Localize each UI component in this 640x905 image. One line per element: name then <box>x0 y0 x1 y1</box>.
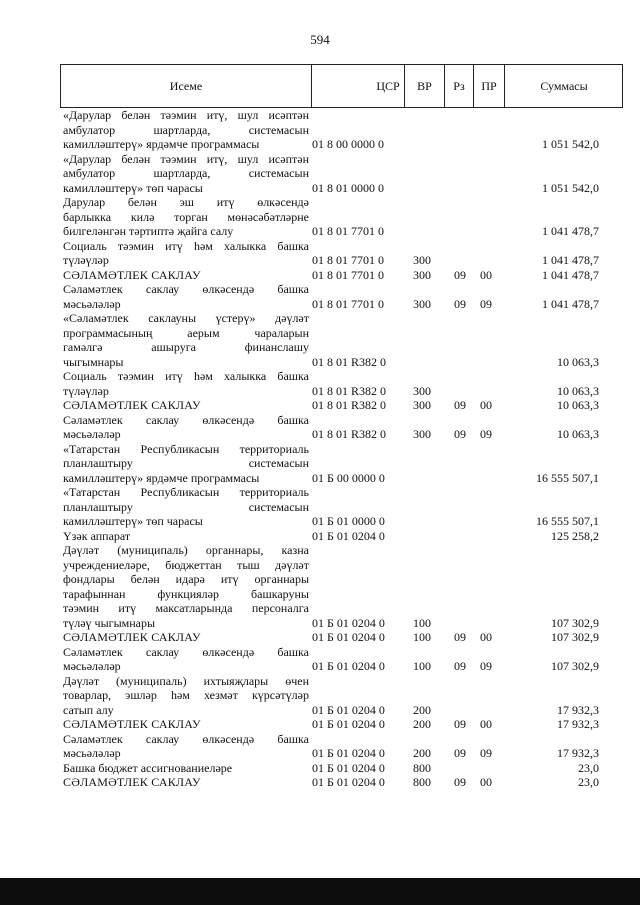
table-row <box>60 674 623 718</box>
table-row <box>60 108 623 152</box>
row-name-line: гамәлгә ашыруга финанслашу <box>63 340 309 354</box>
table-row <box>60 775 623 790</box>
row-csr: 01 Б 01 0204 0 <box>312 615 385 630</box>
row-name-line: планлаштыру системасын <box>63 499 309 514</box>
table-row <box>60 630 623 645</box>
row-rz: 09 <box>454 296 466 311</box>
row-name <box>63 282 309 311</box>
scan-edge-bar <box>0 878 640 905</box>
row-name-line: амбулатор шартларда, системасын <box>63 122 309 137</box>
row-csr: 01 8 01 R382 0 <box>312 398 387 412</box>
row-name <box>63 108 309 152</box>
row-sum: 10 063,3 <box>557 383 599 398</box>
row-rz: 09 <box>454 746 466 760</box>
row-rz: 09 <box>454 398 466 412</box>
row-vr: 200 <box>413 746 431 760</box>
row-name-line: «Дарулар белән тәэмин итү, шул исәптән <box>63 108 309 122</box>
row-vr: 200 <box>413 702 431 717</box>
row-csr: 01 Б 01 0204 0 <box>312 775 385 789</box>
row-name-line: Сәламәтлек саклау өлкәсендә башка <box>63 644 309 659</box>
row-name-line: мәсьәләләр <box>63 427 121 441</box>
row-csr: 01 Б 01 0204 0 <box>312 746 385 760</box>
row-name-line: СӘЛАМӘТЛЕК САКЛАУ <box>63 775 201 789</box>
row-name <box>63 761 309 776</box>
row-name-line: Үзәк аппарат <box>63 528 131 543</box>
row-csr: 01 8 01 7701 0 <box>312 253 384 267</box>
table-row <box>60 529 623 544</box>
row-sum: 107 302,9 <box>551 630 599 644</box>
row-csr: 01 Б 01 0204 0 <box>312 630 385 644</box>
row-name-line: Социаль тәэмин итү һәм халыкка башка <box>63 238 309 253</box>
row-vr: 300 <box>413 296 431 311</box>
row-name-line: чыгымнары <box>63 354 124 369</box>
row-rz: 09 <box>454 659 466 673</box>
table-row <box>60 413 623 442</box>
row-csr: 01 Б 01 0000 0 <box>312 514 385 528</box>
header-rz: Рз <box>453 79 465 93</box>
header-csr: ЦСР <box>376 79 400 93</box>
row-csr: 01 8 01 7701 0 <box>312 224 384 238</box>
row-name-line: «Дарулар белән тәэмин итү, шул исәптән <box>63 151 309 166</box>
row-sum: 16 555 507,1 <box>536 514 599 528</box>
row-name <box>63 485 309 529</box>
row-name-line: «Татарстан Республикасын территориаль <box>63 485 309 499</box>
row-name-line: түләүләр <box>63 383 109 398</box>
row-sum: 17 932,3 <box>557 746 599 760</box>
row-sum: 23,0 <box>578 775 599 789</box>
row-csr: 01 Б 01 0204 0 <box>312 659 385 673</box>
row-csr: 01 Б 01 0204 0 <box>312 528 385 543</box>
row-vr: 300 <box>413 383 431 398</box>
row-name-line: барлыкка килә торган мөнәсәбәтләрне <box>63 209 309 224</box>
row-name-line: Дарулар белән эш итү өлкәсендә <box>63 195 309 209</box>
row-name-line: Сәламәтлек саклау өлкәсендә башка <box>63 412 309 427</box>
row-name <box>63 442 309 486</box>
row-csr: 01 8 01 R382 0 <box>312 354 387 369</box>
row-name-line: Дәүләт (муниципаль) ихтыяҗлары өчен <box>63 673 309 688</box>
header-pr: ПР <box>481 79 497 93</box>
row-name-line: амбулатор шартларда, системасын <box>63 166 309 180</box>
row-name <box>63 239 309 268</box>
row-sum: 125 258,2 <box>551 528 599 543</box>
table-row <box>60 543 623 630</box>
row-rz: 09 <box>454 630 466 644</box>
row-sum: 1 041 478,7 <box>542 267 599 282</box>
row-name-line: «Татарстан Республикасын территориаль <box>63 441 309 456</box>
row-csr: 01 8 01 7701 0 <box>312 267 384 282</box>
row-name-line: сатып алу <box>63 702 114 717</box>
row-vr: 100 <box>413 659 431 673</box>
row-name <box>63 732 309 761</box>
row-name-line: камилләштерү» ярдәмче программасы <box>63 137 260 151</box>
row-sum: 10 063,3 <box>557 398 599 412</box>
row-csr: 01 Б 01 0204 0 <box>312 717 385 731</box>
row-csr: 01 8 01 7701 0 <box>312 296 384 311</box>
table-row <box>60 717 623 732</box>
row-name <box>63 630 309 645</box>
row-pr: 09 <box>480 427 492 441</box>
row-name-line: мәсьәләләр <box>63 659 121 673</box>
row-name-line: Дәүләт (муниципаль) органнары, казна <box>63 543 309 557</box>
row-name <box>63 775 309 790</box>
row-name-line: СӘЛАМӘТЛЕК САКЛАУ <box>63 717 201 731</box>
row-vr: 300 <box>413 253 431 267</box>
row-pr: 00 <box>480 267 492 282</box>
row-pr: 00 <box>480 630 492 644</box>
row-name-line: түләүләр <box>63 253 109 267</box>
page-number: 594 <box>310 32 330 47</box>
row-name-line: «Сәламәтлек саклауны үстерү» дәүләт <box>63 311 309 325</box>
row-sum: 1 041 478,7 <box>542 253 599 267</box>
row-sum: 23,0 <box>578 760 599 775</box>
table-header <box>60 64 623 108</box>
row-pr: 09 <box>480 296 492 311</box>
row-sum: 1 051 542,0 <box>542 180 599 195</box>
row-vr: 300 <box>413 427 431 441</box>
row-name-line: СӘЛАМӘТЛЕК САКЛАУ <box>63 267 201 282</box>
table-body <box>60 108 623 790</box>
table-row <box>60 761 623 776</box>
row-name-line: Социаль тәэмин итү һәм халыкка башка <box>63 369 309 383</box>
row-vr: 200 <box>413 717 431 731</box>
row-rz: 09 <box>454 717 466 731</box>
row-sum: 17 932,3 <box>557 717 599 731</box>
table-row <box>60 442 623 486</box>
row-sum: 107 302,9 <box>551 659 599 673</box>
row-rz: 09 <box>454 267 466 282</box>
row-pr: 09 <box>480 659 492 673</box>
row-name-line: камилләштерү» төп чарасы <box>63 514 203 528</box>
row-vr: 800 <box>413 775 431 789</box>
table-row <box>60 485 623 529</box>
row-sum: 1 051 542,0 <box>542 137 599 151</box>
table-row <box>60 732 623 761</box>
table-row <box>60 239 623 268</box>
row-sum: 10 063,3 <box>557 354 599 369</box>
table-row <box>60 268 623 283</box>
row-vr: 300 <box>413 398 431 412</box>
row-name <box>63 645 309 674</box>
table-row <box>60 369 623 398</box>
row-pr: 00 <box>480 775 492 789</box>
row-name <box>63 674 309 718</box>
row-rz: 09 <box>454 775 466 789</box>
row-name <box>63 195 309 239</box>
row-name-line: фондлары белән идарә итү органнары <box>63 572 309 586</box>
header-sum: Суммасы <box>540 79 588 93</box>
table-row <box>60 645 623 674</box>
row-name-line: мәсьәләләр <box>63 746 121 760</box>
row-name-line: учреждениеләре, бюджеттан тыш дәүләт <box>63 557 309 572</box>
row-sum: 16 555 507,1 <box>536 470 599 485</box>
row-sum: 107 302,9 <box>551 615 599 630</box>
row-name-line: товарлар, эшләр һәм хезмәт күрсәтүләр <box>63 688 309 702</box>
row-name <box>63 398 309 413</box>
row-sum: 17 932,3 <box>557 702 599 717</box>
row-vr: 100 <box>413 630 431 644</box>
row-name <box>63 152 309 196</box>
row-name-line: камилләштерү» ярдәмче программасы <box>63 470 260 485</box>
row-sum: 1 041 478,7 <box>542 296 599 311</box>
header-vr: ВР <box>417 79 432 93</box>
row-pr: 00 <box>480 717 492 731</box>
table-row <box>60 398 623 413</box>
row-csr: 01 8 00 0000 0 <box>312 137 384 151</box>
row-vr: 100 <box>413 615 431 630</box>
row-name <box>63 369 309 398</box>
row-name <box>63 413 309 442</box>
row-name-line: билгеләнгән тәртиптә җайга салу <box>63 224 234 238</box>
table-row <box>60 195 623 239</box>
table-row <box>60 311 623 369</box>
row-pr: 09 <box>480 746 492 760</box>
row-csr: 01 Б 00 0000 0 <box>312 470 385 485</box>
row-name <box>63 311 309 369</box>
header-name: Исеме <box>169 79 203 93</box>
row-name-line: камилләштерү» төп чарасы <box>63 180 203 195</box>
row-name-line: тәэмин итү максатларында персоналга <box>63 601 309 615</box>
table-row <box>60 282 623 311</box>
row-name-line: түләү чыгымнары <box>63 615 156 630</box>
row-name-line: Сәламәтлек саклау өлкәсендә башка <box>63 282 309 296</box>
row-name-line: тарафыннан функцияләр башкаруны <box>63 586 309 601</box>
row-rz: 09 <box>454 427 466 441</box>
row-csr: 01 8 01 R382 0 <box>312 427 387 441</box>
row-name <box>63 268 309 283</box>
row-name <box>63 717 309 732</box>
row-csr: 01 Б 01 0204 0 <box>312 702 385 717</box>
row-name-line: программасының аерым чараларын <box>63 325 309 340</box>
row-name-line: планлаштыру системасын <box>63 456 309 470</box>
row-csr: 01 Б 01 0204 0 <box>312 760 385 775</box>
row-name <box>63 529 309 544</box>
row-name-line: Сәламәтлек саклау өлкәсендә башка <box>63 731 309 746</box>
row-name <box>63 543 309 630</box>
row-vr: 300 <box>413 267 431 282</box>
row-name-line: мәсьәләләр <box>63 296 121 311</box>
row-csr: 01 8 01 R382 0 <box>312 383 387 398</box>
row-sum: 1 041 478,7 <box>542 224 599 238</box>
row-csr: 01 8 01 0000 0 <box>312 180 384 195</box>
row-name-line: СӘЛАМӘТЛЕК САКЛАУ <box>63 630 201 644</box>
table-row <box>60 152 623 196</box>
row-sum: 10 063,3 <box>557 427 599 441</box>
row-vr: 800 <box>413 760 431 775</box>
row-name-line: Башка бюджет ассигнованиеләре <box>63 760 233 775</box>
row-name-line: СӘЛАМӘТЛЕК САКЛАУ <box>63 398 201 412</box>
row-pr: 00 <box>480 398 492 412</box>
